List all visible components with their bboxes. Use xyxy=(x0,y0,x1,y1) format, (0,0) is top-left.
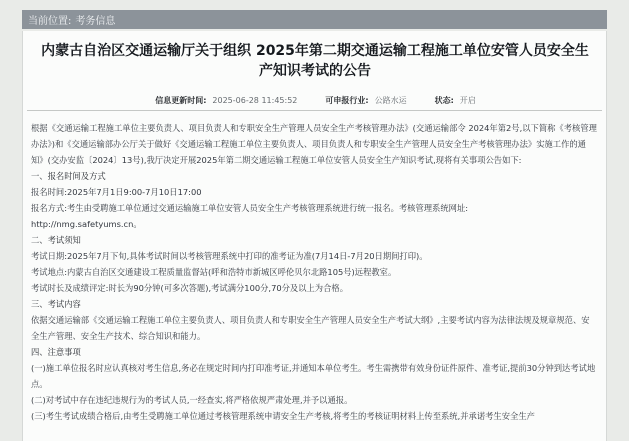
section-heading: 四、注意事项 xyxy=(31,347,81,357)
article-title: 内蒙古自治区交通运输厅关于组织 2025年第二期交通运输工程施工单位安管人员安全生产知识考试的公告 xyxy=(41,43,589,79)
industry-value: 公路水运 xyxy=(374,96,407,105)
section-heading: 一、报名时间及方式 xyxy=(31,171,106,181)
article-body xyxy=(31,120,597,424)
breadcrumb-current[interactable]: 考务信息 xyxy=(75,16,116,27)
notice-item: (三)考生考试成绩合格后,由考生受聘施工单位通过考核管理系统申请安全生产考核,将考生的考核证明材料上传至系统,并承诺考生安全生产 xyxy=(31,411,535,421)
breadcrumb xyxy=(22,10,607,29)
industry-label: 可申报行业: xyxy=(325,96,369,105)
exam-duration: 考试时长及成绩评定:时长为90分钟(可多次答题),考试满分100分,70分及以上为合格。 xyxy=(31,283,348,293)
registration-time: 报名时间:2025年7月1日9:00-7月10日17:00 xyxy=(31,187,202,197)
section-heading: 二、考试须知 xyxy=(31,235,81,245)
breadcrumb-label: 当前位置: xyxy=(28,16,72,27)
exam-date: 考试日期:2025年7月下旬,具体考试时间以考核管理系统中打印的准考证为准(7月14日-7月20日期间打印)。 xyxy=(31,251,428,261)
section-heading: 三、考试内容 xyxy=(31,299,81,309)
article-panel xyxy=(22,31,607,441)
intro-paragraph: 根据《交通运输工程施工单位主要负责人、项目负责人和专职安全生产管理人员安全生产考核管理办法》(交通运输部令 2024年第2号,以下简称《考核管理办法》)和《交通运输部办公厅关于做好《交通运输工程施工单位主要负责人、项目负责人和专职安全生产管理人员安全生产考核管理办法》实施工作的通知》(交办安监〔2024〕13号),我厅决定开展2025年第二期交通运输工程施工单位安管人员安全生产知识考试,现将有关事项公告如下: xyxy=(31,123,597,165)
updated-value: 2025-06-28 11:45:52 xyxy=(212,96,298,105)
notice-item: (一)施工单位报名时应认真核对考生信息,务必在规定时间内打印准考证,并通知本单位考生。考生需携带有效身份证件原件、准考证,提前30分钟到达考试地点。 xyxy=(31,363,596,389)
status-value: 开启 xyxy=(459,96,476,105)
divider xyxy=(27,110,602,111)
notice-item: (二)对考试中存在违纪违规行为的考试人员,一经查实,将严格依规严肃处理,并予以通报。 xyxy=(31,395,353,405)
status-label: 状态: xyxy=(434,96,454,105)
system-url-link[interactable]: http://nmg.safetyums.cn。 xyxy=(31,219,142,229)
registration-method: 报名方式:考生由受聘施工单位通过交通运输施工单位安管人员安全生产考核管理系统进行统一报名。考核管理系统网址: xyxy=(31,203,469,213)
article-meta xyxy=(23,95,608,106)
updated-label: 信息更新时间: xyxy=(155,96,207,105)
exam-content: 依据交通运输部《交通运输工程施工单位主要负责人、项目负责人和专职安全生产管理人员安全生产考试大纲》,主要考试内容为法律法规及规章规范、安全生产管理、安全生产技术、综合知识和能力。 xyxy=(31,315,590,341)
exam-place: 考试地点:内蒙古自治区交通建设工程质量监督站(呼和浩特市新城区呼伦贝尔北路105号)远程教室。 xyxy=(31,267,397,277)
